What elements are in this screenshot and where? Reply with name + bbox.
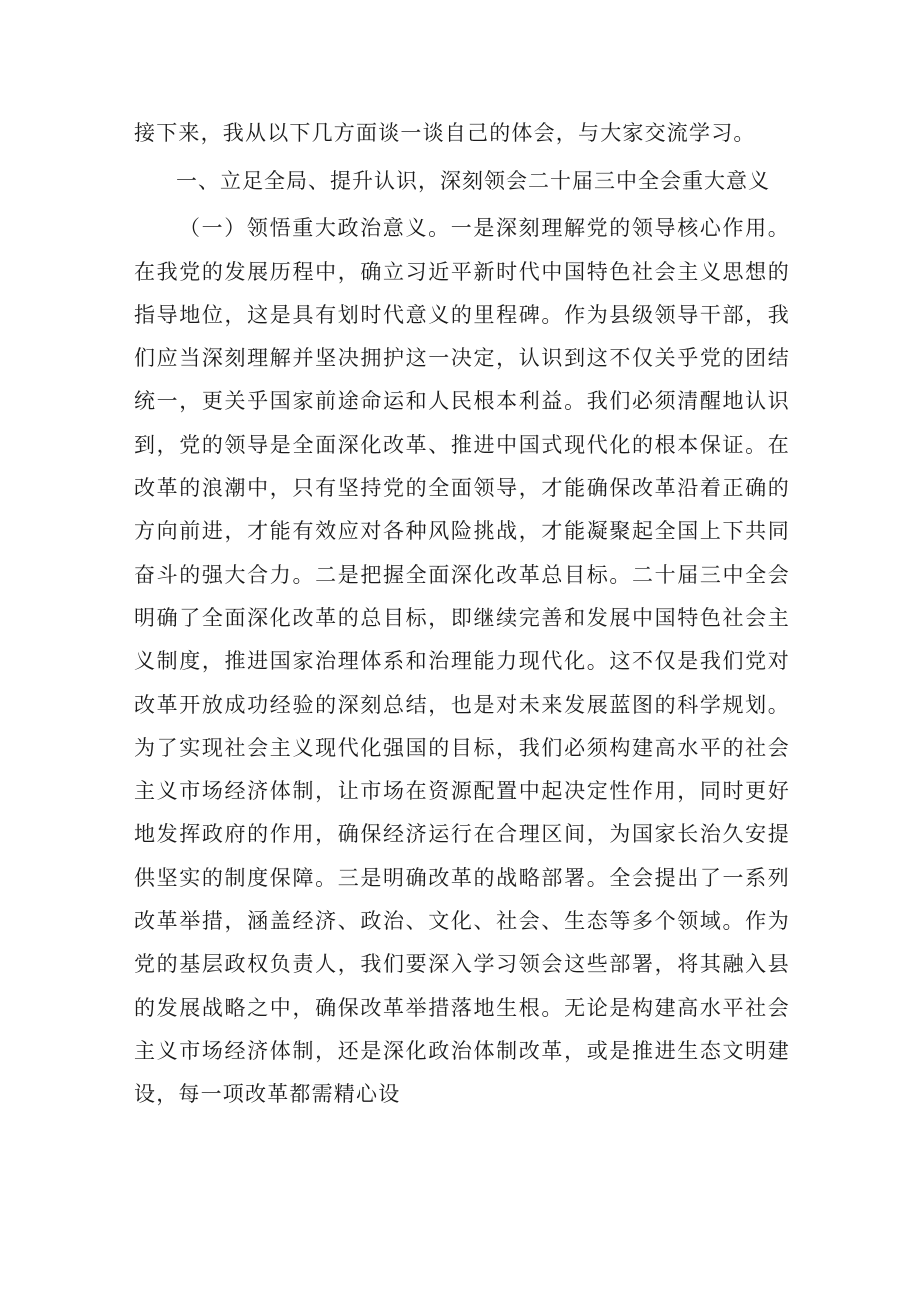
section-heading: 一、立足全局、提升认识，深刻领会二十届三中全会重大意义 [176, 169, 770, 194]
intro-paragraph: 接下来，我从以下几方面谈一谈自己的体会，与大家交流学习。 [134, 121, 756, 145]
document-page [134, 112, 790, 1117]
body-paragraph: （一）领悟重大政治意义。一是深刻理解党的领导核心作用。在我党的发展历程中，确立习近平新时代中国特色社会主义思想的指导地位，这是具有划时代意义的里程碑。作为县级领导干部，我们应当深刻理解并坚决拥护这一决定，认识到这不仅关乎党的团结统一，更关乎国家前途命运和人民根本利益。我们必须清醒地认识到，党的领导是全面深化改革、推进中国式现代化的根本保证。在改革的浪潮中，只有坚持党的全面领导，才能确保改革沿着正确的方向前进，才能有效应对各种风险挑战，才能凝聚起全国上下共同奋斗的强大合力。二是把握全面深化改革总目标。二十届三中全会明确了全面深化改革的总目标，即继续完善和发展中国特色社会主义制度，推进国家治理体系和治理能力现代化。这不仅是我们党对改革开放成功经验的深刻总结，也是对未来发展蓝图的科学规划。为了实现社会主义现代化强国的目标，我们必须构建高水平的社会主义市场经济体制，让市场在资源配置中起决定性作用，同时更好地发挥政府的作用，确保经济运行在合理区间，为国家长治久安提供坚实的制度保障。三是明确改革的战略部署。全会提出了一系列改革举措，涵盖经济、政治、文化、社会、生态等多个领域。作为党的基层政权负责人，我们要深入学习领会这些部署，将其融入县的发展战略之中，确保改革举措落地生根。无论是构建高水平社会主义市场经济体制，还是深化政治体制改革，或是推进生态文明建设，每一项改革都需精心设 [134, 216, 790, 1107]
